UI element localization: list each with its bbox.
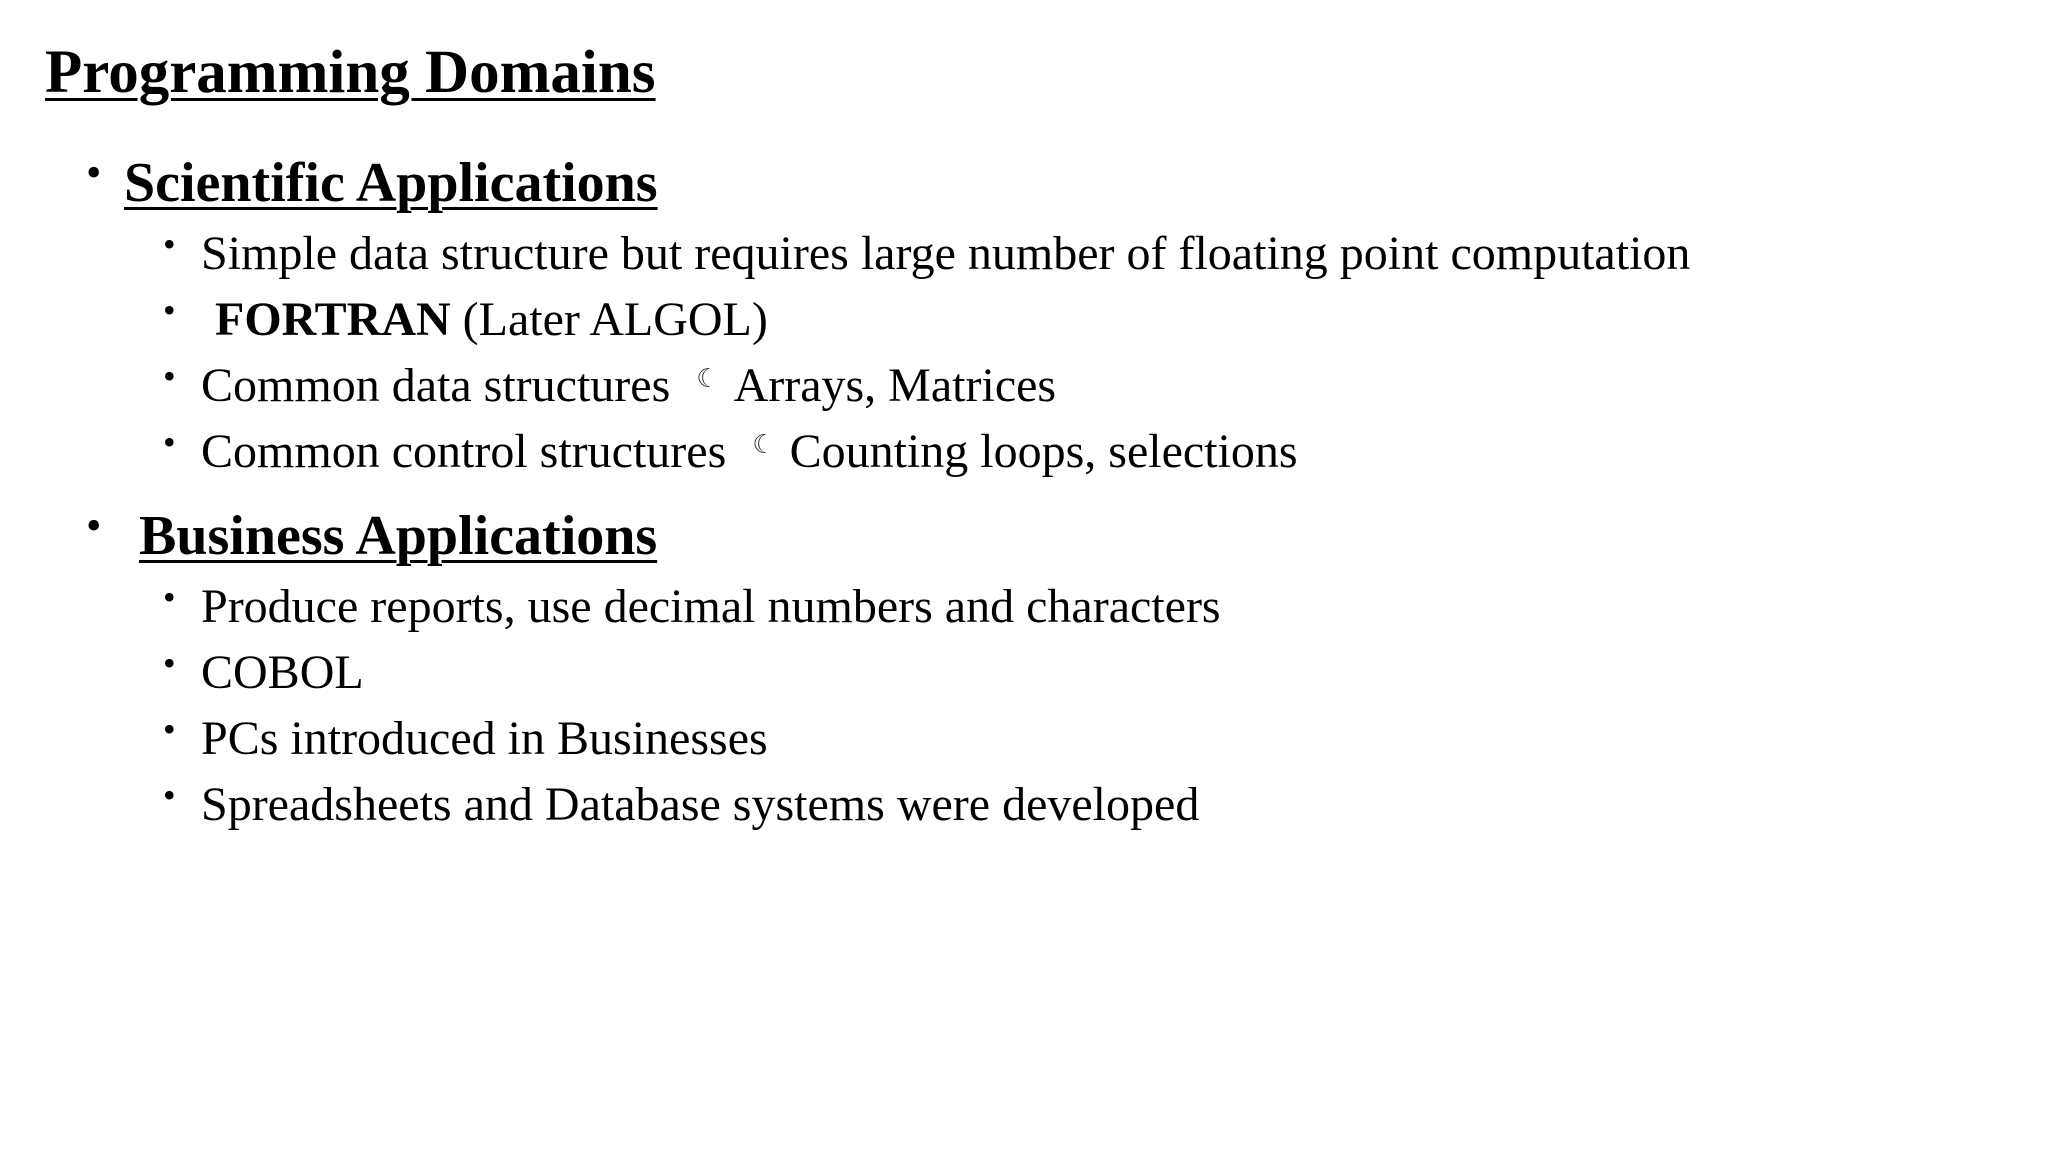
bullet-icon: • (163, 356, 176, 396)
section-heading-label: Business Applications (139, 505, 658, 567)
list-item-text: Spreadsheets and Database systems were developed (201, 778, 1200, 831)
item-description: Counting loops, selections (789, 425, 1298, 478)
crescent-symbol-icon: ☾ (752, 430, 776, 459)
bullet-icon: • (163, 577, 176, 617)
bullet-icon: • (163, 224, 176, 264)
language-note: (Later ALGOL) (450, 293, 768, 346)
list-item-text: Simple data structure but requires large number of floating point computation (201, 227, 1691, 280)
list-item-text: Produce reports, use decimal numbers and characters (201, 580, 1221, 633)
bullet-icon: • (163, 643, 176, 683)
bullet-icon: • (163, 422, 176, 462)
bullet-icon: • (163, 775, 176, 815)
list-item-text: PCs introduced in Businesses (201, 712, 768, 765)
slide-title: Programming Domains (45, 39, 656, 106)
language-name: FORTRAN (215, 293, 451, 346)
list-item-text (201, 425, 1298, 478)
bullet-icon: • (86, 148, 102, 197)
item-term: Common control structures (201, 425, 727, 478)
section-heading-label: Scientific Applications (124, 152, 658, 214)
item-description: Arrays, Matrices (733, 359, 1057, 412)
bullet-icon: • (86, 501, 102, 550)
list-item-text: COBOL (201, 646, 364, 699)
bullet-icon: • (163, 290, 176, 330)
item-term: Common data structures (201, 359, 671, 412)
list-item-text (201, 359, 1057, 412)
bullet-icon: • (163, 709, 176, 749)
list-item-text (215, 293, 768, 346)
crescent-symbol-icon: ☾ (696, 364, 720, 393)
